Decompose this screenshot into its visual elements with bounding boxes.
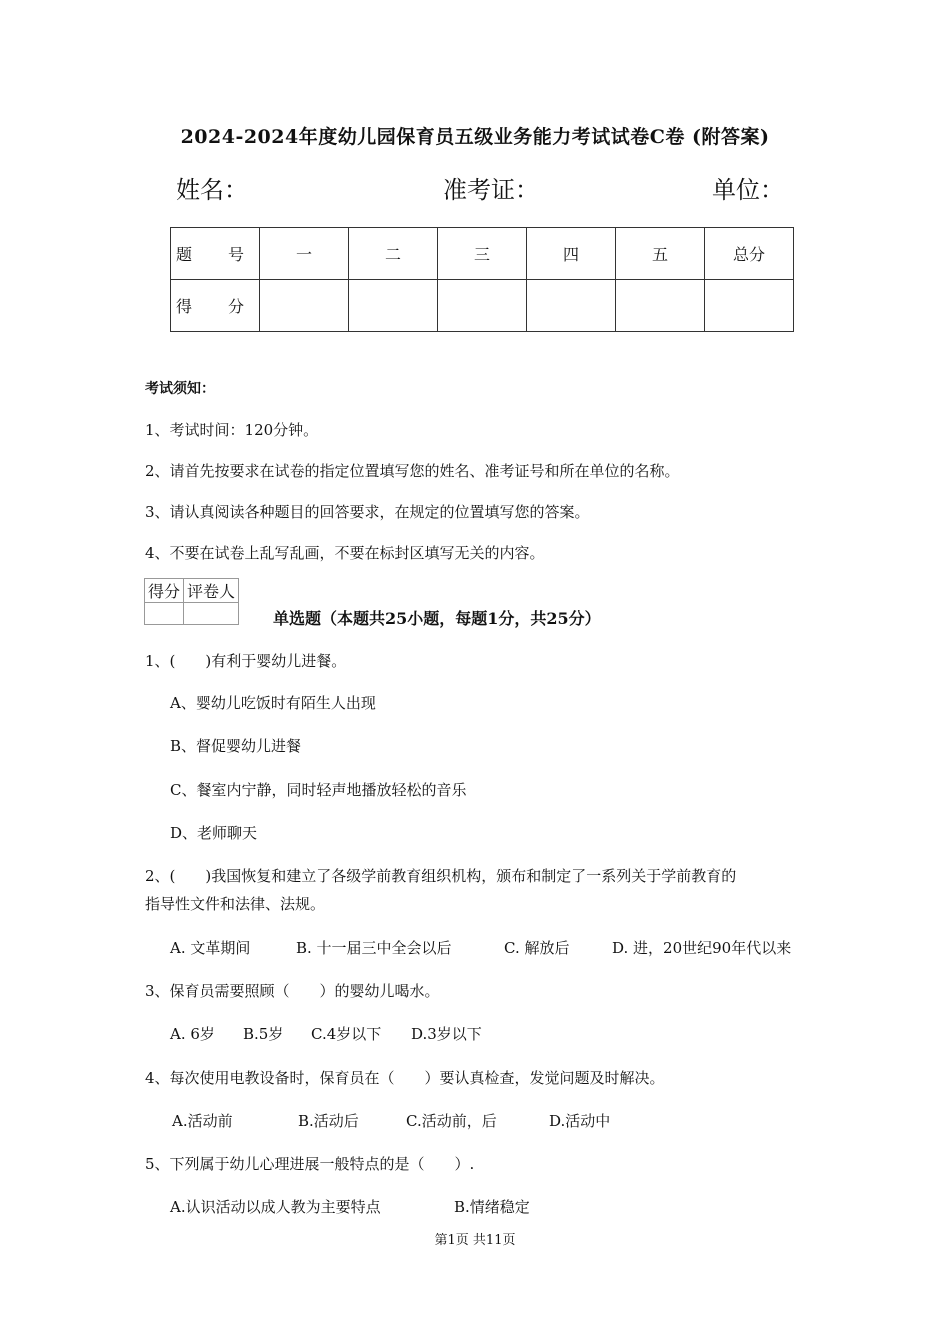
score-cell	[616, 280, 705, 332]
question-stem: 2、( )我国恢复和建立了各级学前教育组织机构，颁布和制定了一系列关于学前教育的	[145, 867, 737, 885]
answer-option: B.活动后	[298, 1112, 359, 1130]
unit-label: 单位：	[712, 176, 784, 204]
section-title: 单选题（本题共25小题，每题1分，共25分）	[273, 609, 601, 628]
answer-option: B.情绪稳定	[454, 1198, 530, 1216]
page-footer: 第1页 共11页	[434, 1233, 516, 1248]
answer-option: A. 6岁	[170, 1025, 215, 1043]
answer-option: C. 解放后	[504, 939, 570, 957]
answer-option: C、餐室内宁静，同时轻声地播放轻松的音乐	[170, 781, 467, 799]
score-column-header: 一	[260, 228, 349, 280]
grader-score-cell	[145, 603, 184, 625]
answer-option: B.5岁	[243, 1025, 284, 1043]
score-table-score-row	[171, 280, 794, 332]
score-cell	[349, 280, 438, 332]
answer-option: A、婴幼儿吃饭时有陌生人出现	[170, 694, 376, 712]
answer-option: D.3岁以下	[411, 1025, 482, 1043]
answer-option: C.活动前，后	[406, 1112, 497, 1130]
score-cell	[527, 280, 616, 332]
score-cell	[438, 280, 527, 332]
question-stem: 4、每次使用电教设备时，保育员在（ ）要认真检查，发觉问题及时解决。	[145, 1069, 665, 1087]
answer-option: A.认识活动以成人教为主要特点	[170, 1198, 381, 1216]
grader-reviewer-cell	[184, 603, 239, 625]
score-column-header: 二	[349, 228, 438, 280]
question-stem-continued: 指导性文件和法律、法规。	[145, 895, 326, 913]
score-column-header: 四	[527, 228, 616, 280]
ticket-number-label: 准考证：	[443, 176, 539, 204]
name-label: 姓名：	[176, 176, 248, 204]
answer-option: D、老师聊天	[170, 824, 258, 842]
answer-option: D.活动中	[549, 1112, 611, 1130]
grader-score-label: 得分	[145, 579, 184, 603]
score-table-header-row	[171, 228, 794, 280]
grader-reviewer-label: 评卷人	[184, 579, 239, 603]
answer-option: A.活动前	[172, 1112, 233, 1130]
question-number-label: 题 号	[171, 228, 260, 280]
page-title: 2024-2024年度幼儿园保育员五级业务能力考试试卷C卷 (附答案)	[180, 126, 770, 148]
question-stem: 5、下列属于幼儿心理进展一般特点的是（ ）.	[145, 1155, 475, 1173]
answer-option: C.4岁以下	[311, 1025, 382, 1043]
answer-option: D. 进，20世纪90年代以来	[612, 939, 792, 957]
score-column-header: 三	[438, 228, 527, 280]
question-stem: 3、保育员需要照顾（ ）的婴幼儿喝水。	[145, 982, 440, 1000]
question-stem: 1、( )有利于婴幼儿进餐。	[145, 652, 347, 670]
notice-item: 4、不要在试卷上乱写乱画，不要在标封区填写无关的内容。	[145, 544, 545, 562]
score-row-label: 得 分	[171, 280, 260, 332]
notice-item: 3、请认真阅读各种题目的回答要求，在规定的位置填写您的答案。	[145, 503, 590, 521]
score-column-header: 五	[616, 228, 705, 280]
notice-item: 2、请首先按要求在试卷的指定位置填写您的姓名、准考证号和所在单位的名称。	[145, 462, 680, 480]
score-cell	[260, 280, 349, 332]
score-cell	[705, 280, 794, 332]
grader-box	[144, 578, 239, 625]
score-column-header: 总分	[705, 228, 794, 280]
answer-option: A. 文革期间	[170, 939, 251, 957]
answer-option: B、督促婴幼儿进餐	[170, 737, 302, 755]
answer-option: B. 十一届三中全会以后	[296, 939, 452, 957]
score-table	[170, 227, 794, 332]
notice-title: 考试须知：	[145, 381, 215, 397]
notice-item: 1、考试时间：120分钟。	[145, 421, 319, 439]
